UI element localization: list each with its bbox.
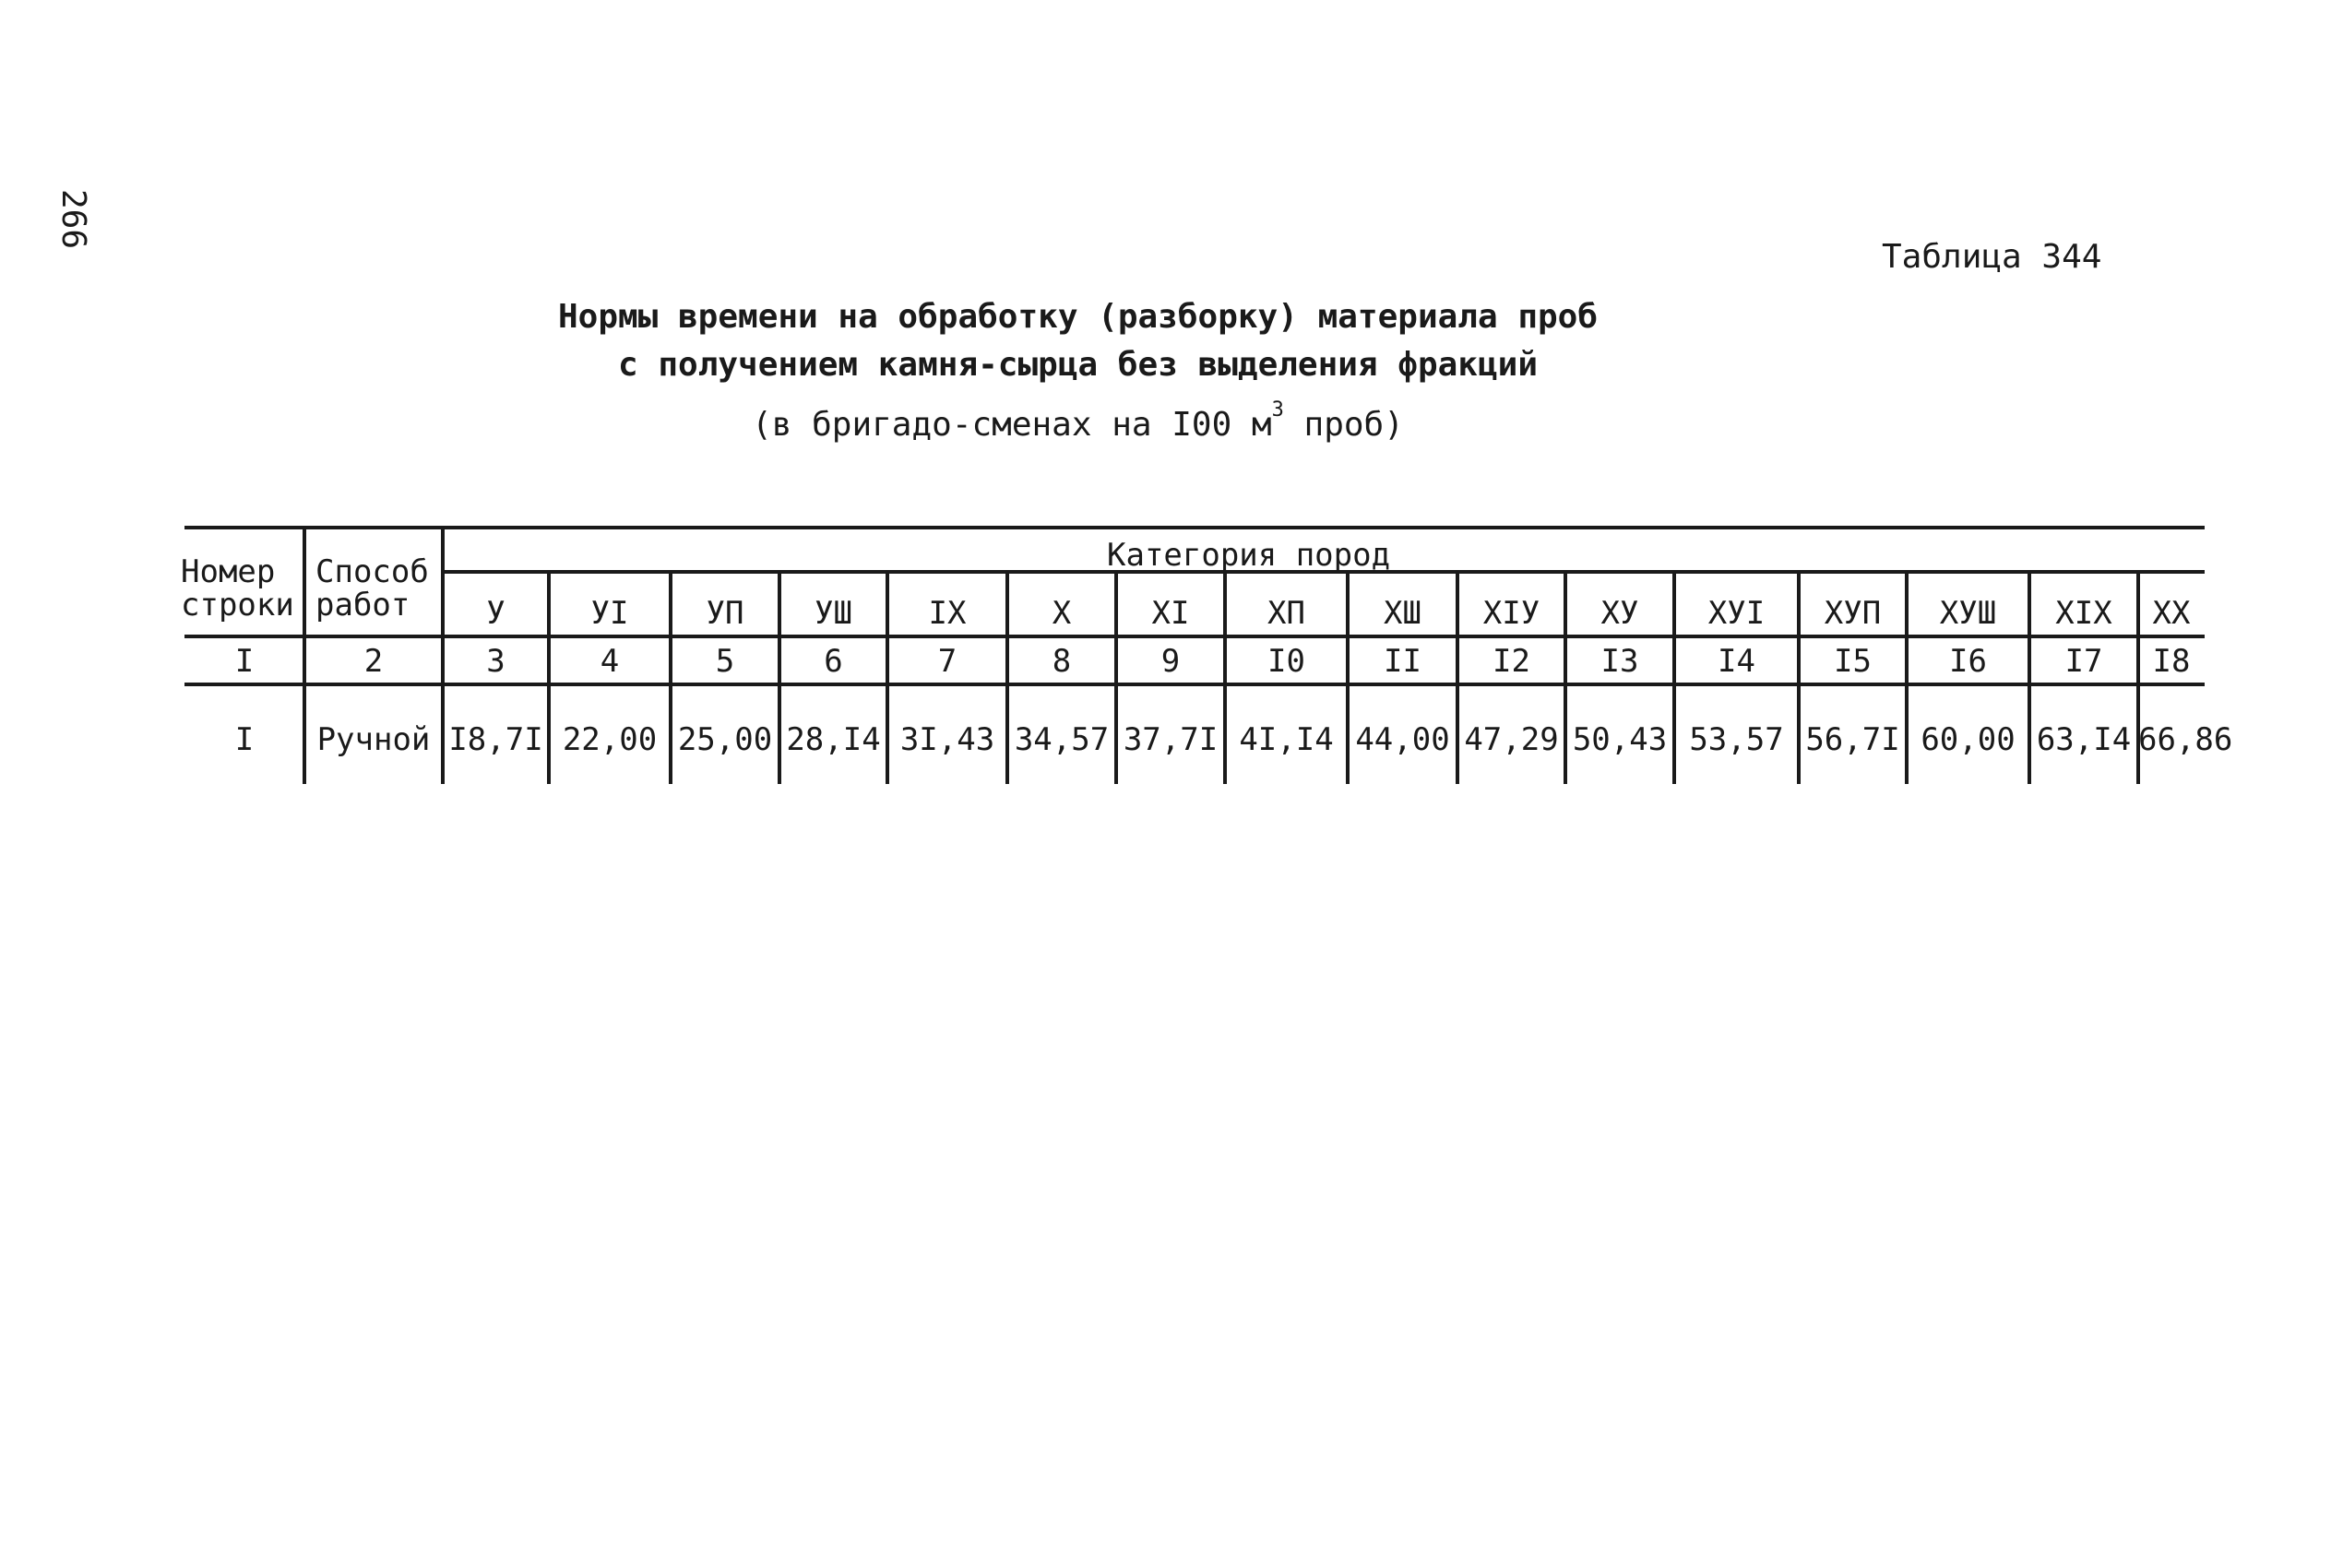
category-header: У (486, 595, 505, 632)
column-number: I3 (1600, 643, 1639, 680)
column-number: I7 (2064, 643, 2103, 680)
category-header: ХП (1267, 595, 1305, 632)
category-header: ХШ (1384, 595, 1421, 632)
norm-value: 4I,I4 (1239, 721, 1334, 758)
category-header: УI (590, 595, 629, 632)
category-header: УП (706, 595, 744, 632)
page-number: 266 (54, 189, 92, 250)
category-header: Х (1052, 595, 1072, 632)
norm-value: 60,00 (1921, 721, 2016, 758)
norm-value: 37,7I (1123, 721, 1219, 758)
category-header: IХ (928, 595, 967, 632)
column-number: I0 (1267, 643, 1305, 680)
row-number: I (234, 721, 255, 758)
category-header: ХУП (1824, 595, 1882, 632)
category-header: ХIХ (2055, 595, 2112, 632)
norm-value: 50,43 (1572, 721, 1668, 758)
norm-value: 63,I4 (2036, 721, 2132, 758)
table-title-line-2: с получением камня-сырца без выделения фракций (618, 346, 1538, 384)
norm-value: 44,00 (1355, 721, 1450, 758)
column-number: II (1384, 643, 1421, 680)
norm-value: 25,00 (677, 721, 773, 758)
header-rock-category: Категория пород (1107, 537, 1391, 574)
column-number: I2 (1493, 643, 1530, 680)
units-suffix: проб) (1283, 406, 1404, 444)
header-row-number: Номер строки (181, 553, 294, 624)
column-number: I5 (1834, 643, 1872, 680)
column-number: I8 (2152, 643, 2191, 680)
norm-value: 53,57 (1689, 721, 1784, 758)
column-number: I (234, 643, 255, 680)
norm-value: 66,86 (2138, 721, 2233, 758)
norm-value: 3I,43 (899, 721, 995, 758)
column-number: I6 (1949, 643, 1987, 680)
table-number: Таблица 344 (1882, 238, 2102, 276)
category-header: УШ (815, 595, 852, 632)
norm-value: I8,7I (448, 721, 543, 758)
column-number: 3 (486, 643, 505, 680)
norm-value: 56,7I (1805, 721, 1900, 758)
category-header: ХУШ (1939, 595, 1997, 632)
norm-value: 22,00 (562, 721, 658, 758)
units-superscript: 3 (1271, 398, 1284, 422)
work-method: Ручной (316, 721, 431, 758)
column-number: 6 (824, 643, 843, 680)
norm-value: 34,57 (1014, 721, 1110, 758)
category-header: ХХ (2152, 595, 2191, 632)
category-header: ХIУ (1482, 595, 1540, 632)
header-work-method: Способ работ (315, 553, 429, 624)
category-header: ХУI (1707, 595, 1766, 632)
column-number: 2 (363, 643, 384, 680)
category-header: ХI (1151, 595, 1190, 632)
norm-value: 47,29 (1464, 721, 1559, 758)
column-number: 5 (715, 643, 735, 680)
category-header: ХУ (1600, 595, 1639, 632)
units-prefix: (в бригадо-сменах на I00 м (752, 406, 1272, 444)
norm-value: 28,I4 (786, 721, 881, 758)
column-number: 9 (1160, 643, 1181, 680)
column-number: I4 (1718, 643, 1755, 680)
column-number: 8 (1052, 643, 1072, 680)
column-number: 4 (600, 643, 620, 680)
table-title-line-1: Нормы времени на обработку (разборку) материала проб (557, 298, 1599, 336)
column-number: 7 (937, 643, 957, 680)
